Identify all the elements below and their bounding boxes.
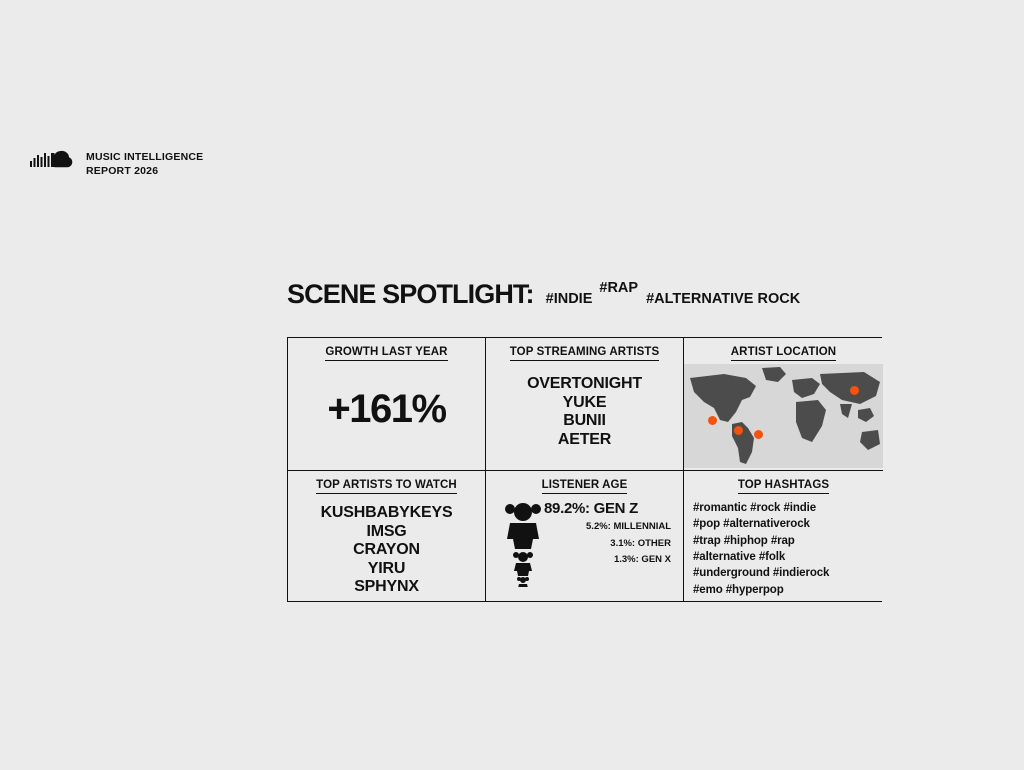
listener-age-primary: 89.2%: GEN Z xyxy=(544,500,638,517)
headline xyxy=(287,281,800,308)
list-item: KUSHBABYKEYS xyxy=(320,504,453,521)
card-artist-location xyxy=(684,338,883,471)
list-item: #romantic #rock #indie xyxy=(693,502,817,514)
list-item: 5.2%: MILLENNIAL xyxy=(586,521,671,532)
hashtag-list xyxy=(684,498,883,598)
list-item: YUKE xyxy=(562,393,607,411)
list-item: #trap #hiphop #rap xyxy=(693,534,795,547)
soundcloud-waveform-icon xyxy=(30,150,78,179)
card-top-artists-to-watch xyxy=(288,471,486,601)
map-dot xyxy=(734,426,743,435)
card-title: TOP HASHTAGS xyxy=(684,471,883,498)
page-title: SCENE SPOTLIGHT: xyxy=(287,279,534,309)
card-title: LISTENER AGE xyxy=(486,471,683,498)
list-item: 3.1%: OTHER xyxy=(610,537,671,549)
watch-artist-list xyxy=(288,504,485,597)
listener-age-primary-row xyxy=(530,500,683,517)
card-title: TOP ARTISTS TO WATCH xyxy=(288,471,485,498)
card-title: TOP STREAMING ARTISTS xyxy=(486,338,683,365)
list-item: OVERTONIGHT xyxy=(527,375,642,392)
listener-figure-icons xyxy=(502,501,544,592)
list-item: #underground #indierock xyxy=(693,567,830,580)
map-dot xyxy=(754,430,763,439)
list-item: BUNII xyxy=(563,412,606,430)
growth-value: +161% xyxy=(327,387,446,431)
list-item: IMSG xyxy=(366,522,407,540)
map-dot xyxy=(708,416,717,425)
report-logo xyxy=(30,150,203,179)
card-growth-last-year xyxy=(288,338,486,471)
logo-line-1: MUSIC INTELLIGENCE xyxy=(86,151,204,164)
streaming-artist-list xyxy=(486,375,683,449)
logo-text xyxy=(86,151,203,177)
list-item: YIRU xyxy=(367,559,406,577)
card-title: GROWTH LAST YEAR xyxy=(288,338,485,365)
list-item: #pop #alternativerock xyxy=(693,518,810,531)
list-item: 1.3%: GEN X xyxy=(613,554,671,566)
card-title: ARTIST LOCATION xyxy=(684,338,883,365)
hashtag-rap: #RAP xyxy=(599,280,639,296)
hashtag-alternative-rock: #ALTERNATIVE ROCK xyxy=(646,291,801,307)
world-map xyxy=(684,364,883,468)
list-item: #emo #hyperpop xyxy=(693,583,784,596)
stats-grid xyxy=(287,337,882,602)
logo-line-2: REPORT 2026 xyxy=(86,164,159,177)
card-listener-age xyxy=(486,471,684,601)
card-top-streaming-artists xyxy=(486,338,684,471)
list-item: AETER xyxy=(557,430,612,448)
card-top-hashtags xyxy=(684,471,883,601)
list-item: CRAYON xyxy=(353,541,420,559)
hashtag-indie: #INDIE xyxy=(545,291,593,307)
list-item: SPHYNX xyxy=(354,578,419,596)
list-item: #alternative #folk xyxy=(693,550,786,563)
map-dot xyxy=(850,386,859,395)
